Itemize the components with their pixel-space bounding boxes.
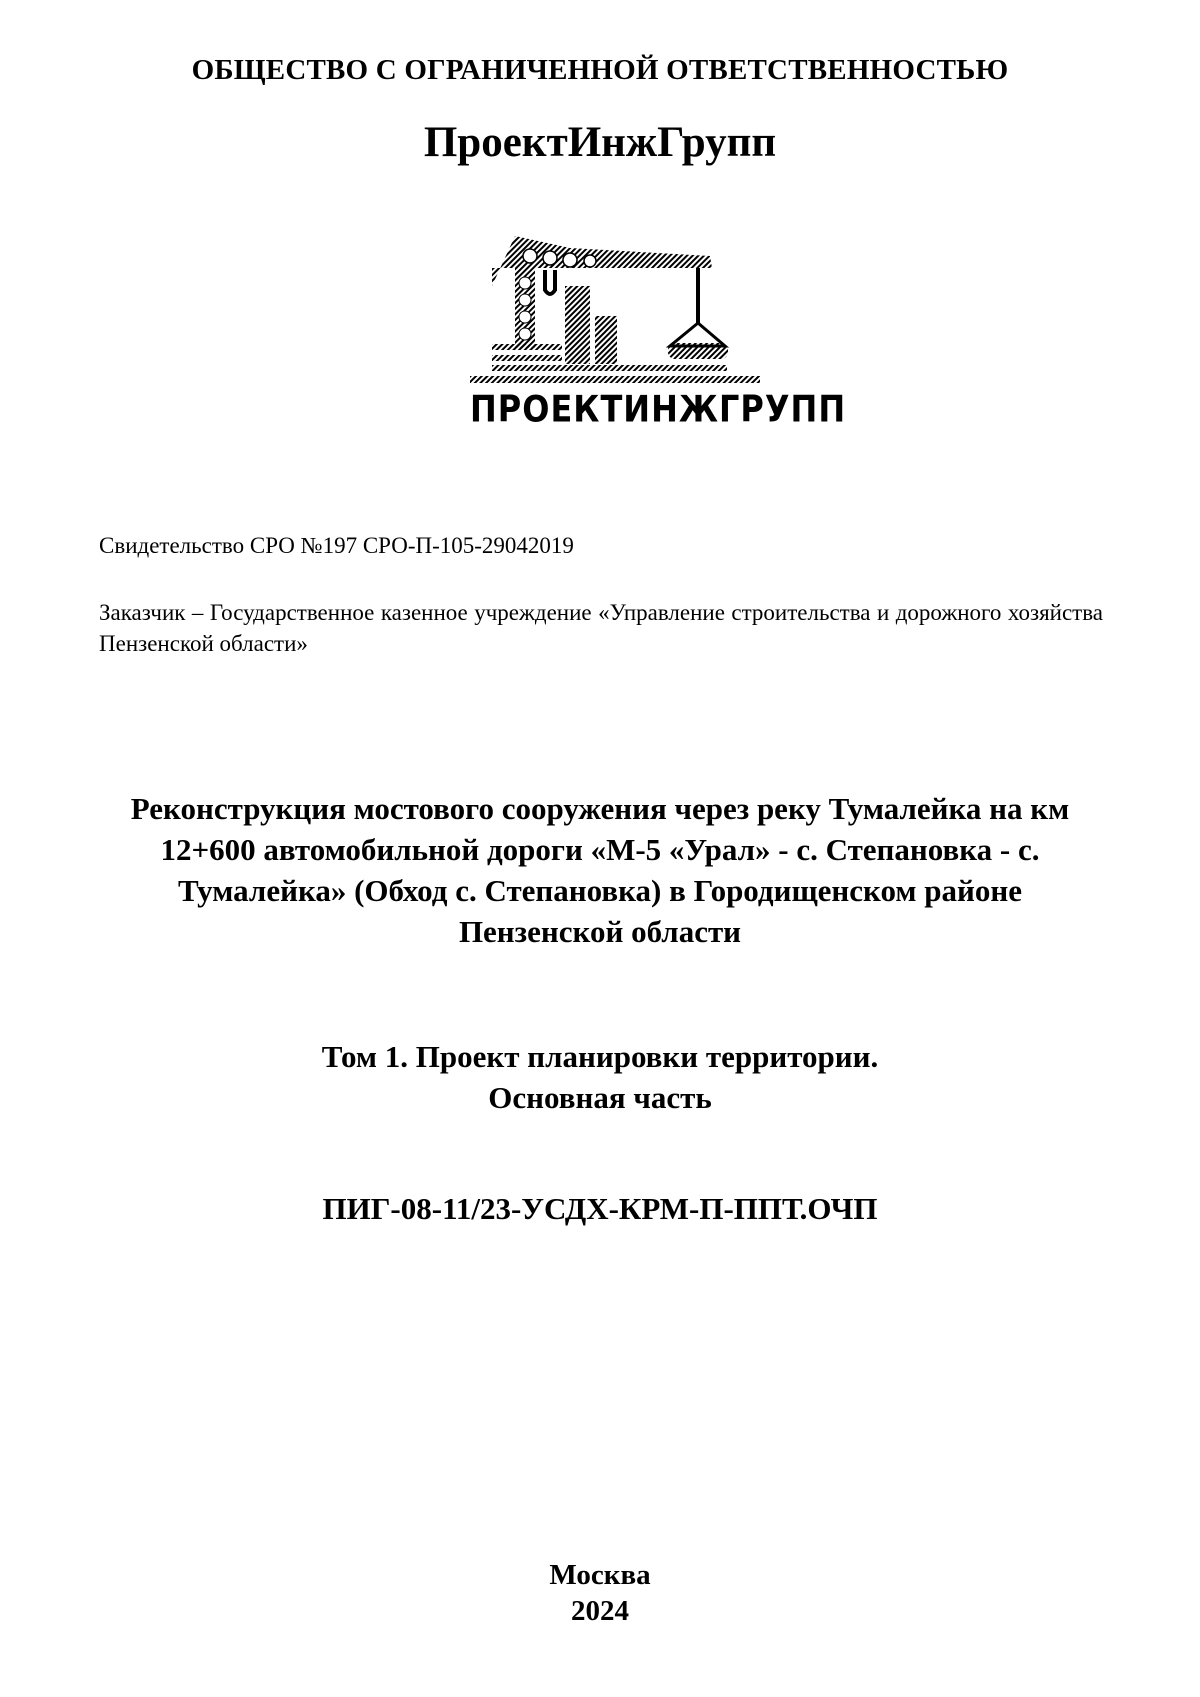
project-title	[40, 788, 1160, 952]
company-logo	[470, 228, 847, 431]
organization-name: ПроектИнжГрупп	[423, 119, 777, 166]
project-title-line: Пензенской области	[458, 914, 742, 949]
project-title-line: Реконструкция мостового сооружения через реку Тумалейка на км	[130, 791, 1070, 826]
document-code: ПИГ-08-11/23-УСДХ-КРМ-П-ППТ.ОЧП	[322, 1191, 878, 1226]
volume-title	[0, 1036, 1200, 1118]
customer-info: Заказчик – Государственное казенное учреждение «Управление строительства и дорожного хозяйства Пензенской области»	[99, 600, 1103, 656]
project-title-line: Тумалейка» (Обход с. Степановка) в Городищенском районе	[178, 873, 1022, 908]
volume-title-line: Основная часть	[488, 1080, 712, 1115]
construction-crane-building-icon	[470, 228, 760, 388]
footer	[0, 1557, 1200, 1629]
volume-title-line: Том 1. Проект планировки территории.	[321, 1039, 879, 1074]
project-title-line: 12+600 автомобильной дороги «М-5 «Урал» - с. Степановка - с.	[160, 832, 1040, 867]
city: Москва	[549, 1559, 651, 1591]
organization-type: ОБЩЕСТВО С ОГРАНИЧЕННОЙ ОТВЕТСТВЕННОСТЬЮ	[191, 54, 1009, 86]
logo-wordmark: ПРОЕКТИНЖГРУПП	[470, 387, 847, 431]
sro-certificate: Свидетельство СРО №197 СРО-П-105-29042019	[99, 533, 574, 558]
year: 2024	[571, 1595, 629, 1627]
